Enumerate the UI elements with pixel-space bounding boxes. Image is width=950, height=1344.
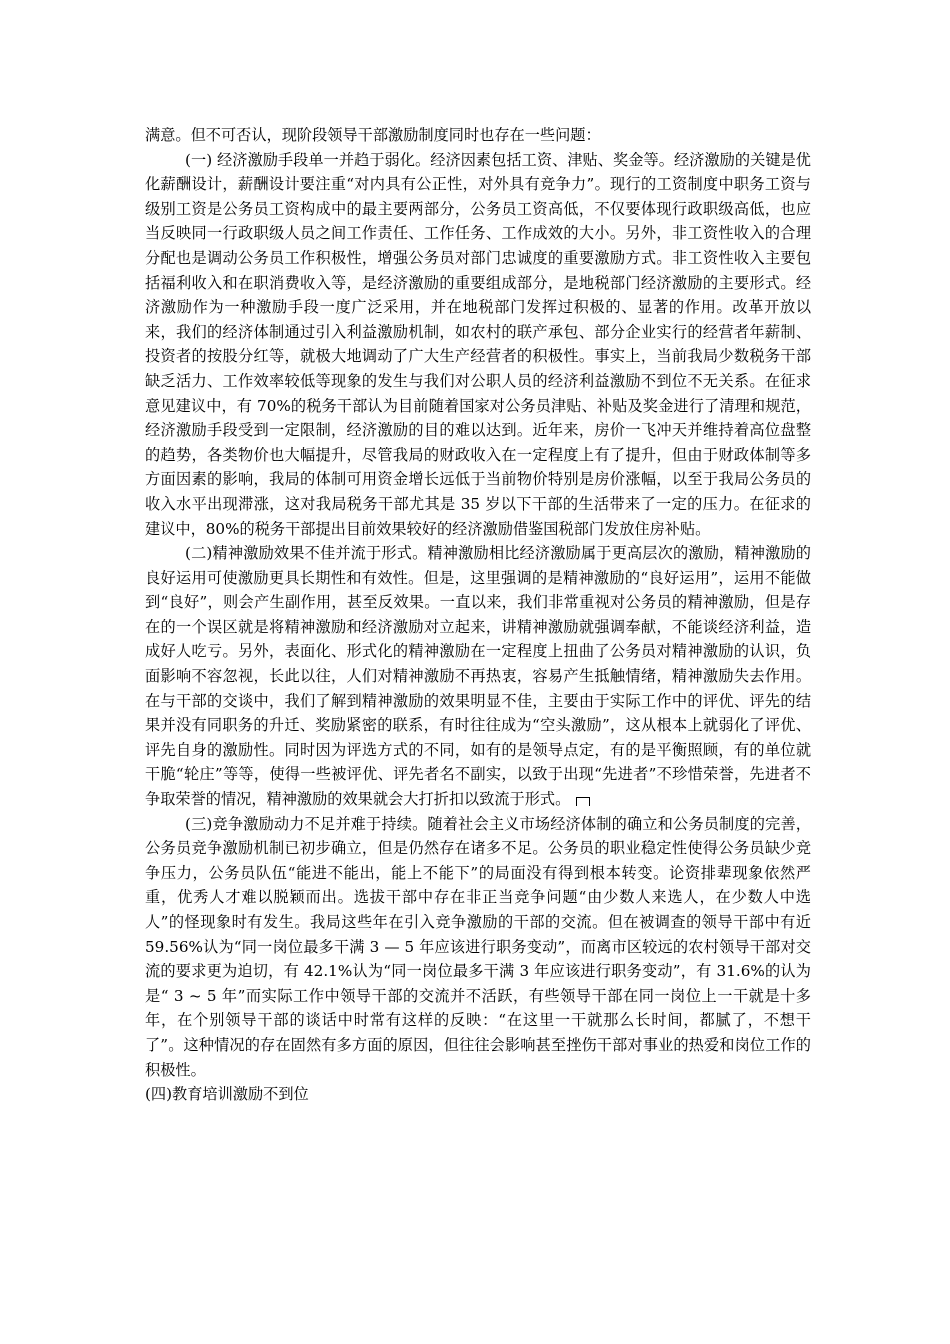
bracket-mark-icon xyxy=(576,797,590,806)
paragraph-training-heading: (四)教育培训激励不到位 xyxy=(145,1085,309,1104)
paragraph-competition-incentive: (三)竞争激励动力不足并难于持续。随着社会主义市场经济体制的确立和公务员制度的完善，公务员竞争激励机制已初步确立，但是仍然存在诸多不足。公务员的职业稳定性使得公务员缺少竞争压力，公务员队伍“能进不能出，能上不能下”的局面没有得到根本转变。论资排辈现象依然严重，优秀人才难以脱颖而出。选拔干部中存在非正当竞争问题“由少数人来选人，在少数人中选人”的怪现象时有发生。我局这些年在引入竞争激励的干部的交流。但在被调查的领导干部中有近 59.56%认为“同一岗位最多干满 3 — 5 年应该进行职务变动”，而离市区较远的农村领导干部对交流的要求更为迫切，有 42.1%认为“同一岗位最多干满 3 年应该进行职务变动”，有 31.6%的认为是“ 3 ~ 5 年”而实际工作中领导干部的交流并不活跃，有些领导干部在同一岗位上一干就是十多年，在个别领导干部的谈话中时常有这样的反映：“在这里一干就那么长时间，都腻了，不想干了”。这种情况的存在固然有多方面的原因，但往往会影响甚至挫伤干部对事业的热爱和岗位工作的积极性。 xyxy=(145,814,811,1079)
paragraph-spiritual-incentive-text: (二)精神激励效果不佳并流于形式。精神激励相比经济激励属于更高层次的激励，精神激励的良好运用可使激励更具长期性和有效性。但是，这里强调的是精神激励的“良好运用”，运用不能做到“良好”，则会产生副作用，甚至反效果。一直以来，我们非常重视对公务员的精神激励，但是存在的一个误区就是将精神激励和经济激励对立起来，讲精神激励就强调奉献，不能谈经济利益，造成好人吃亏。另外，表面化、形式化的精神激励在一定程度上扭曲了公务员对精神激励的认识，负面影响不容忽视，长此以往，人们对精神激励不再热衷，容易产生抵触情绪，精神激励失去作用。在与干部的交谈中，我们了解到精神激励的效果明显不佳，主要由于实际工作中的评优、评先的结果并没有同职务的升迁、奖励紧密的联系，有时往往成为“空头激励”，这从根本上就弱化了评优、评先自身的激励性。同时因为评选方式的不同，如有的是领导点定，有的是平衡照顾，有的单位就干脆“轮庄”等等，使得一些被评优、评先者名不副实，以致于出现“先进者”不珍惜荣誉，先进者不争取荣誉的情况，精神激励的效果就会大打折扣以致流于形式。 xyxy=(145,544,811,809)
paragraph-spiritual-incentive xyxy=(145,541,811,812)
document-body xyxy=(145,123,811,1107)
paragraph-intro: 满意。但不可否认，现阶段领导干部激励制度同时也存在一些问题： xyxy=(145,126,601,144)
paragraph-economic-incentive: (一) 经济激励手段单一并趋于弱化。经济因素包括工资、津贴、奖金等。经济激励的关键是优化薪酬设计，薪酬设计要注重“对内具有公正性，对外具有竞争力”。现行的工资制度中职务工资与级别工资是公务员工资构成中的最主要两部分，公务员工资高低，不仅要体现行政职级高低，也应当反映同一行政职级人员之间工作责任、工作任务、工作成效的大小。另外，非工资性收入的合理分配也是调动公务员工作积极性，增强公务员对部门忠诚度的重要激励方式。非工资性收入主要包括福利收入和在职消费收入等，是经济激励的重要组成部分，是地税部门经济激励的主要形式。经济激励作为一种激励手段一度广泛采用，并在地税部门发挥过积极的、显著的作用。改革开放以来，我们的经济体制通过引入利益激励机制，如农村的联产承包、部分企业实行的经营者年薪制、投资者的按股分红等，就极大地调动了广大生产经营者的积极性。事实上，当前我局少数税务干部缺乏活力、工作效率较低等现象的发生与我们对公职人员的经济利益激励不到位不无关系。在征求意见建议中，有 70%的税务干部认为目前随着国家对公务员津贴、补贴及奖金进行了清理和规范，经济激励手段受到一定限制，经济激励的目的难以达到。近年来，房价一飞冲天并维持着高位盘整的趋势，各类物价也大幅提升，尽管我局的财政收入在一定程度上有了提升，但由于财政体制等多方面因素的影响，我局的体制可用资金增长远低于当前物价特别是房价涨幅，以至于我局公务员的收入水平出现滞涨，这对我局税务干部尤其是 35 岁以下干部的生活带来了一定的压力。在征求的建议中，80%的税务干部提出目前效果较好的经济激励借鉴国税部门发放住房补贴。 xyxy=(145,150,811,538)
